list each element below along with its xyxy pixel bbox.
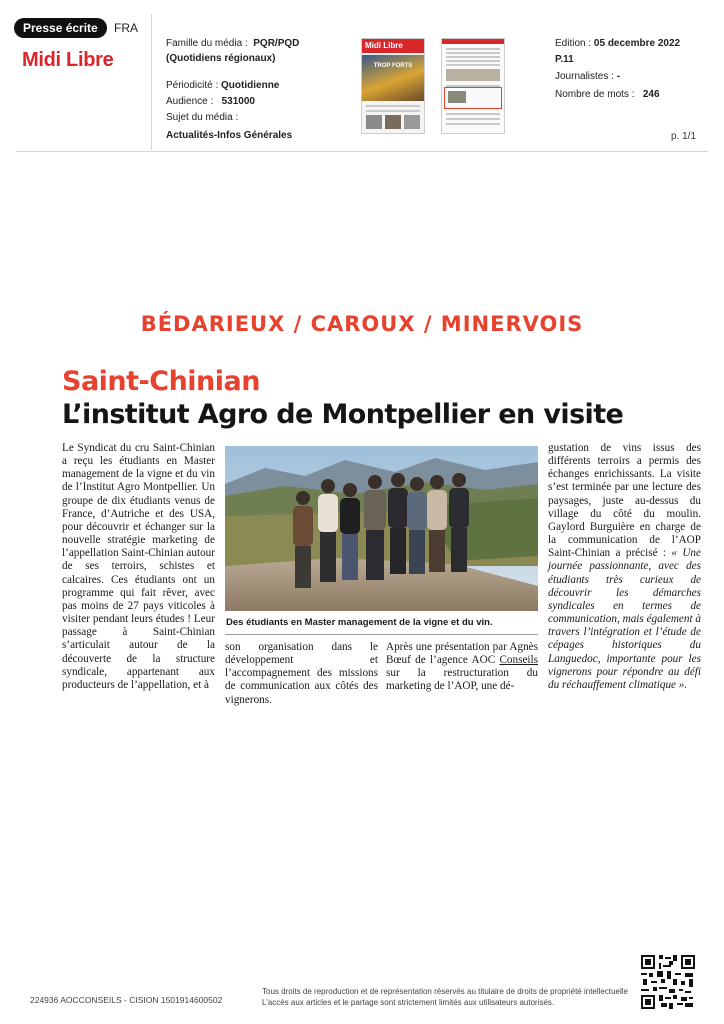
photo-caption: Des étudiants en Master management de la vigne et du vin.	[226, 617, 493, 628]
cision-reference: 224936 AOCCONSEILS - CISION 1501914600502	[30, 995, 223, 1005]
article-photo	[225, 446, 538, 611]
caption-rule	[225, 634, 538, 635]
article-column-1: Le Syndicat du cru Saint-Chinian a reçu les étudiants en Master management de la vigne et du vin de l’Institut Agro Montpellier. Un groupe de dix étudiants venus de France, d’Autriche et des USA, pour découvrir et échanger sur la nouvelle stratégie marketing de l’appellation Saint-Chinian autour de ses terroirs, schistes et calcaires. Ces étudiants ont un programme qui fait rêver, avec pas moins de 27 pays viticoles à visiter pendant leurs études ! Leur passage à Saint-Chinian s’articulait autour de la découverte de la structure syndicale, appartenant aux producteurs de l’appellation, et à	[62, 442, 215, 691]
article-kicker: Saint-Chinian	[62, 366, 260, 397]
header-divider	[151, 14, 152, 150]
meta-famille: Famille du média : PQR/PQD	[166, 38, 300, 49]
meta-page-number: P.11	[555, 54, 574, 65]
section-heading: BÉDARIEUX / CAROUX / MINERVOIS	[140, 312, 584, 336]
meta-journalistes: Journalistes : -	[555, 71, 621, 82]
meta-periodicite: Périodicité : Quotidienne	[166, 80, 280, 91]
students-photo-illustration	[225, 446, 538, 611]
page-counter: p. 1/1	[671, 131, 697, 142]
article-page-thumbnail	[441, 38, 505, 134]
meta-sujet: Sujet du média :	[166, 112, 239, 123]
article-column-3: Après une présentation par Agnès Bœuf de l’agence AOC Conseils sur la restructuration du marketing de l’AOP, une dé-	[386, 641, 538, 693]
meta-edition: Edition : 05 decembre 2022	[555, 38, 681, 49]
country-code: FRA	[114, 21, 138, 35]
article-headline: L’institut Agro de Montpellier en visite	[62, 399, 624, 430]
midi-libre-logo: Midi Libre	[22, 49, 114, 71]
meta-sujet-value: Actualités-Infos Générales	[166, 130, 293, 141]
meta-famille-detail: (Quotidiens régionaux)	[166, 53, 276, 64]
article-column-4: gustation de vins issus des différents terroirs a permis des échanges enrichissants. La visite s’est terminée par une lecture des paysages, juste au-dessus du village du côté du moulin. Gaylord Burguière en charge de la communication de l’AOP Saint-Chinian a précisé : « Une journée passionnante, avec des étudiants très curieux de découvrir les démarches syndicales en termes de communication, mais également à travers l’intégration et l’étude de cépages historiques du Languedoc, importante pour les vignerons pour répondre au défi du réchauffement climatique ».	[548, 442, 701, 691]
article-column-2: son organisation dans le développement et l’accompagnement des missions de communication aux côtés des vignerons.	[225, 641, 378, 706]
front-page-thumbnail: Midi Libre TROP FORTS	[361, 38, 425, 134]
meta-audience: Audience : 531000	[166, 96, 255, 107]
qr-code-icon	[641, 955, 695, 1009]
header-rule	[16, 151, 708, 152]
meta-nombre-mots: Nombre de mots : 246	[555, 89, 660, 100]
rights-notice: Tous droits de reproduction et de représentation réservés au titulaire de droits de propriété intellectuelle L’accès aux articles et le partage sont strictement limités aux utilisateurs autorisés.	[262, 987, 628, 1007]
aoc-conseils-link[interactable]: Conseils	[499, 654, 538, 667]
document-header	[0, 0, 724, 152]
media-type-badge: Presse écrite	[14, 18, 107, 38]
